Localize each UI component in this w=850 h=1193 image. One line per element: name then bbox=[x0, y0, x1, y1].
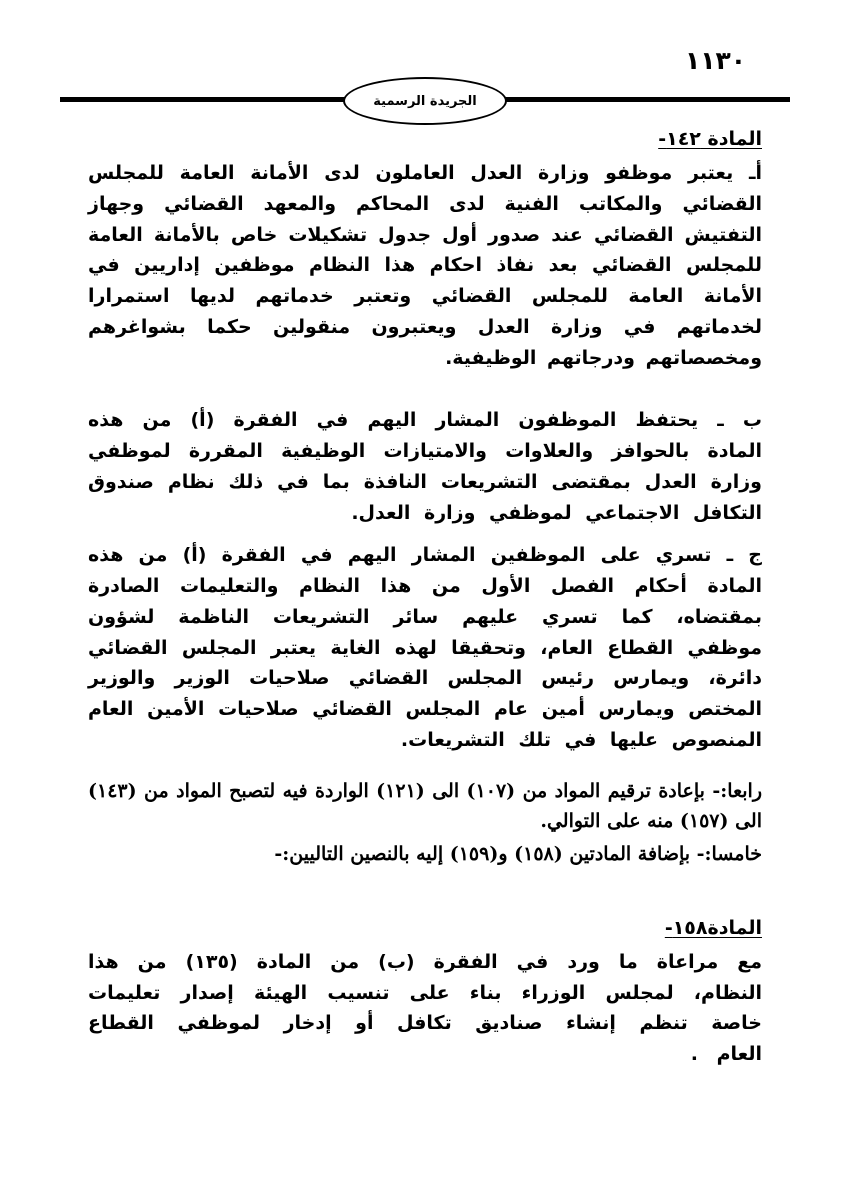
article-158-text: مع مراعاة ما ورد في الفقرة (ب) من المادة (١٣٥) من هذا النظام، لمجلس الوزراء بناء على تنسيب الهيئة إصدار تعليمات خاصة تنظم إنشاء صناديق تكافل أو إدخار لموظفي القطاع العام . bbox=[88, 950, 762, 1066]
article-142-paragraph-c: ج ـ تسري على الموظفين المشار اليهم في الفقرة (أ) من هذه المادة أحكام الفصل الأول من هذا النظام والتعليمات الصادرة بمقتضاه، كما تسري عليهم سائر التشريعات الناظمة لشؤون موظفي القطاع العام، وتحقيقا لهذه الغاية يعتبر المجلس القضائي دائرة، ويمارس رئيس المجلس القضائي صلاحيات الوزير والوزير المختص ويمارس أمين عام المجلس القضائي صلاحيات الأمين العام المنصوص عليها في تلك التشريعات. bbox=[88, 544, 762, 752]
page-header bbox=[60, 46, 790, 116]
spacer bbox=[88, 762, 762, 776]
clause-fifth: خامسا:- بإضافة المادتين (١٥٨) و(١٥٩) إليه بالنصين التاليين:- bbox=[274, 842, 762, 865]
article-142-paragraph-b: ب ـ يحتفظ الموظفون المشار اليهم في الفقرة (أ) من هذه المادة بالحوافز والعلاوات والامتيازات الوظيفية المقررة لموظفي وزارة العدل بمقتضى التشريعات النافذة بما في ذلك نظام صندوق التكافل الاجتماعي لموظفي وزارة العدل. bbox=[88, 409, 762, 524]
page-number: ١١٣٠ bbox=[684, 46, 746, 75]
gazette-stamp bbox=[343, 77, 507, 125]
document-body bbox=[88, 128, 762, 1076]
spacer bbox=[88, 871, 762, 917]
article-142-paragraph-a: أـ يعتبر موظفو وزارة العدل العاملون لدى الأمانة العامة للمجلس القضائي والمكاتب الفنية لدى المحاكم والمعهد القضائي وجهاز التفتيش القضائي عند صدور أول جدول تشكيلات خاص بالأمانة العامة للمجلس القضائي بعد نفاذ احكام هذا النظام موظفين إداريين في الأمانة العامة للمجلس القضائي وتعتبر خدماتهم لديها استمرارا لخدماتهم في وزارة العدل ويعتبرون منقولين حكما بشواغرهم ومخصصاتهم ودرجاتهم الوظيفية. bbox=[88, 162, 762, 369]
clause-fourth: رابعا:- بإعادة ترقيم المواد من (١٠٧) الى (١٢١) الواردة فيه لتصبح المواد من (١٤٣) الى (١٥٧) منه على التوالي. bbox=[88, 779, 762, 833]
article-142-title: المادة ١٤٢- bbox=[658, 128, 762, 150]
gazette-label: الجريدة الرسمية bbox=[373, 93, 477, 109]
spacer bbox=[88, 379, 762, 405]
article-158-title: المادة١٥٨- bbox=[664, 916, 762, 939]
